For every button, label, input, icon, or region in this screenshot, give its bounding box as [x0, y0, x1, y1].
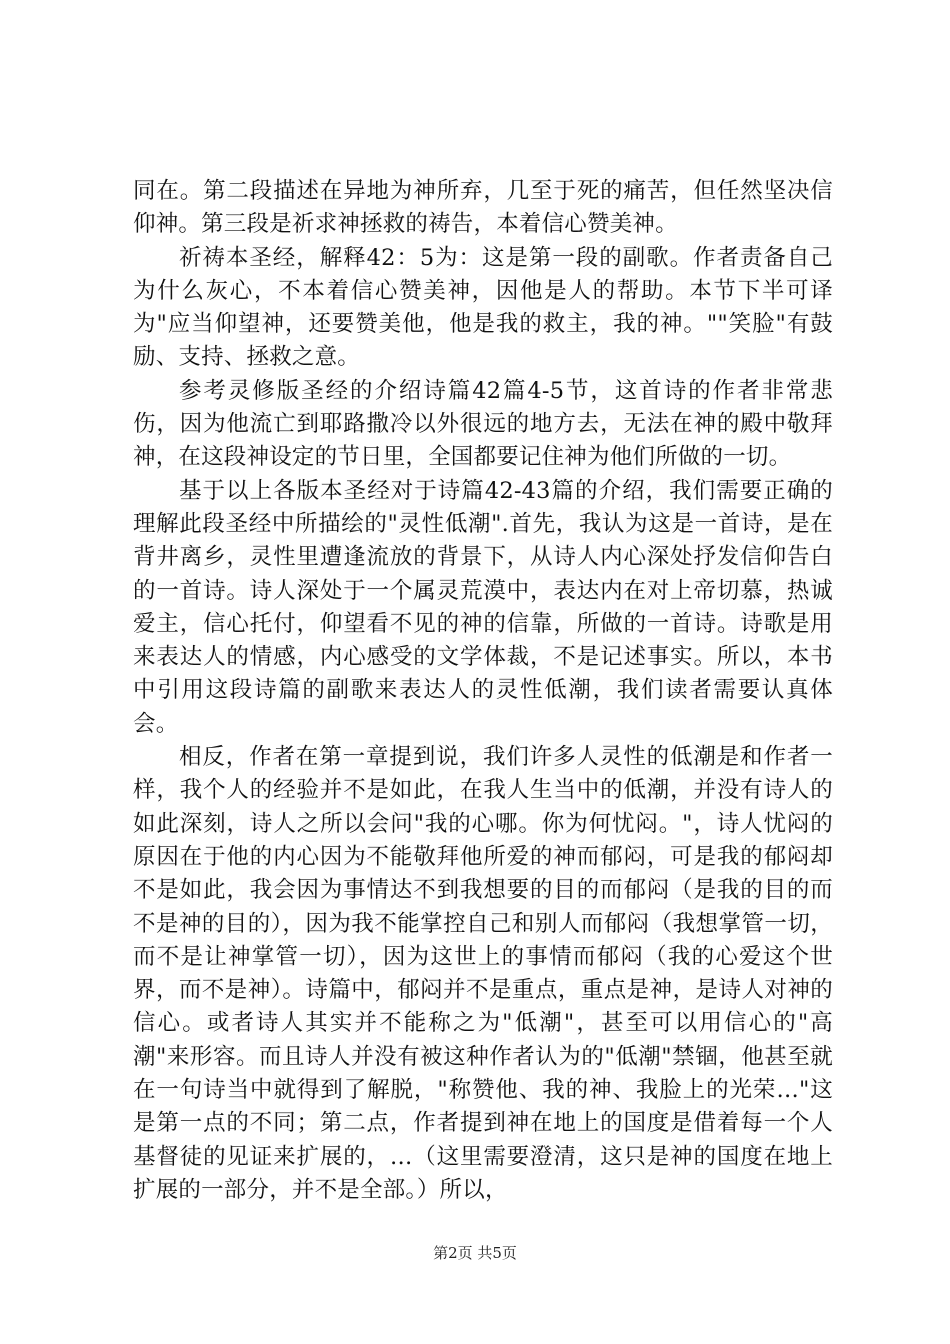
paragraph-4: 基于以上各版本圣经对于诗篇42-43篇的介绍，我们需要正确的理解此段圣经中所描绘的"灵性低潮".首先，我认为这是一首诗，是在背井离乡，灵性里遭逢流放的背景下，从诗人内心深处抒发信仰告白的一首诗。诗人深处于一个属灵荒漠中，表达内在对上帝切慕，热诚爱主，信心托付，仰望看不见的神的信靠，所做的一首诗。诗歌是用来表达人的情感，内心感受的文学体裁，不是记述事实。所以，本书中引用这段诗篇的副歌来表达人的灵性低潮，我们读者需要认真体会。	[133, 477, 833, 737]
body-text	[133, 175, 833, 1207]
paragraph-5: 相反，作者在第一章提到说，我们许多人灵性的低潮是和作者一样，我个人的经验并不是如此，在我人生当中的低潮，并没有诗人的如此深刻，诗人之所以会问"我的心哪。你为何忧闷。"，诗人忧闷的原因在于他的内心因为不能敬拜他所爱的神而郁闷，可是我的郁闷却不是如此，我会因为事情达不到我想要的目的而郁闷（是我的目的而不是神的目的），因为我不能掌控自己和别人而郁闷（我想掌管一切，而不是让神掌管一切），因为这世上的事情而郁闷（我的心爱这个世界，而不是神）。诗篇中，郁闷并不是重点，重点是神，是诗人对神的信心。或者诗人其实并不能称之为"低潮"，甚至可以用信心的"高潮"来形容。而且诗人并没有被这种作者认为的"低潮"禁锢，他甚至就在一句诗当中就得到了解脱，"称赞他、我的神、我脸上的光荣…"这是第一点的不同；第二点，作者提到神在地上的国度是借着每一个人基督徒的见证来扩展的，…（这里需要澄清，这只是神的国度在地上扩展的一部分，并不是全部。）所以，	[133, 744, 833, 1203]
paragraph-1: 同在。第二段描述在异地为神所弃，几至于死的痛苦，但任然坚决信仰神。第三段是祈求神拯救的祷告，本着信心赞美神。	[133, 178, 833, 238]
paragraph-2: 祈祷本圣经，解释42：5为：这是第一段的副歌。作者责备自己为什么灰心，不本着信心赞美神，因他是人的帮助。本节下半可译为"应当仰望神，还要赞美他，他是我的救主，我的神。""笑脸"有鼓励、支持、拯救之意。	[133, 244, 833, 371]
paragraph-3: 参考灵修版圣经的介绍诗篇42篇4-5节，这首诗的作者非常悲伤，因为他流亡到耶路撒冷以外很远的地方去，无法在神的殿中敬拜神，在这段神设定的节日里，全国都要记住神为他们所做的一切。	[133, 377, 833, 471]
page-number-footer: 第2页 共5页	[433, 1244, 517, 1262]
